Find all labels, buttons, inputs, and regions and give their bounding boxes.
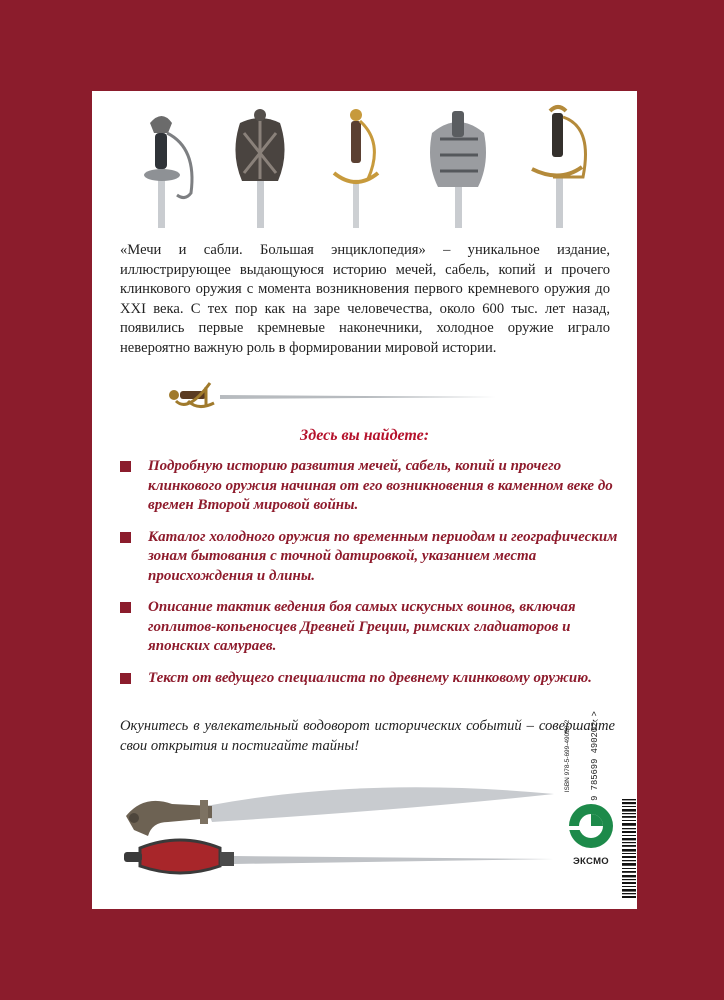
hilt-image-5 <box>532 107 586 228</box>
outro-paragraph: Окунитесь в увлекательный водоворот исторических событий – совершайте свои открытия и постигайте тайны! <box>120 718 615 754</box>
square-bullet-icon <box>120 532 131 543</box>
square-bullet-icon <box>120 602 131 613</box>
square-bullet-icon <box>120 461 131 472</box>
sabers-illustration <box>114 776 564 886</box>
hilt-image-2 <box>235 109 284 228</box>
back-cover-panel <box>92 91 637 909</box>
barcode <box>622 797 642 901</box>
feature-item: Описание тактик ведения боя самых искусных воинов, включая гоплитов-копьеносцев Древней Греции, римских гладиаторов и японских самураев. <box>120 598 620 657</box>
hilt-image-4 <box>430 111 486 228</box>
square-bullet-icon <box>120 673 131 684</box>
smallsword-illustration <box>160 373 500 413</box>
feature-item: Текст от ведущего специалиста по древнему клинковому оружию. <box>120 669 620 689</box>
publisher-name: ЭКСМО <box>573 856 609 867</box>
feature-item: Каталог холодного оружия по временным периодам и географическим зонам бытования с точной датировкой, указанием места происхождения и длины. <box>120 528 620 587</box>
sword-hilts-illustration <box>122 103 612 228</box>
intro-paragraph: «Мечи и сабли. Большая энциклопедия» – уникальное издание, иллюстрирующее выдающуюся историю мечей, сабель, копий и прочего клинкового оружия с момента возникновения первого кремневого оружия до XXI века. С тех пор как на заре человечества, около 600 тыс. лет назад, появились первые кремневые наконечники, холодное оружие играло невероятно важную роль в формировании мировой истории. <box>120 242 610 356</box>
hilt-image-3 <box>334 109 378 228</box>
features-heading: Здесь вы найдете: <box>299 427 430 444</box>
hilt-image-1 <box>144 116 192 228</box>
feature-list <box>120 457 620 700</box>
isbn-label: ISBN 978-5-699-49020-2 <box>564 719 571 793</box>
feature-item: Подробную историю развития мечей, сабель, копий и прочего клинкового оружия начиная от его возникновения в каменном веке до времен Второй мировой войны. <box>120 457 620 516</box>
barcode-number: 9 785699 490202 > <box>590 711 600 801</box>
